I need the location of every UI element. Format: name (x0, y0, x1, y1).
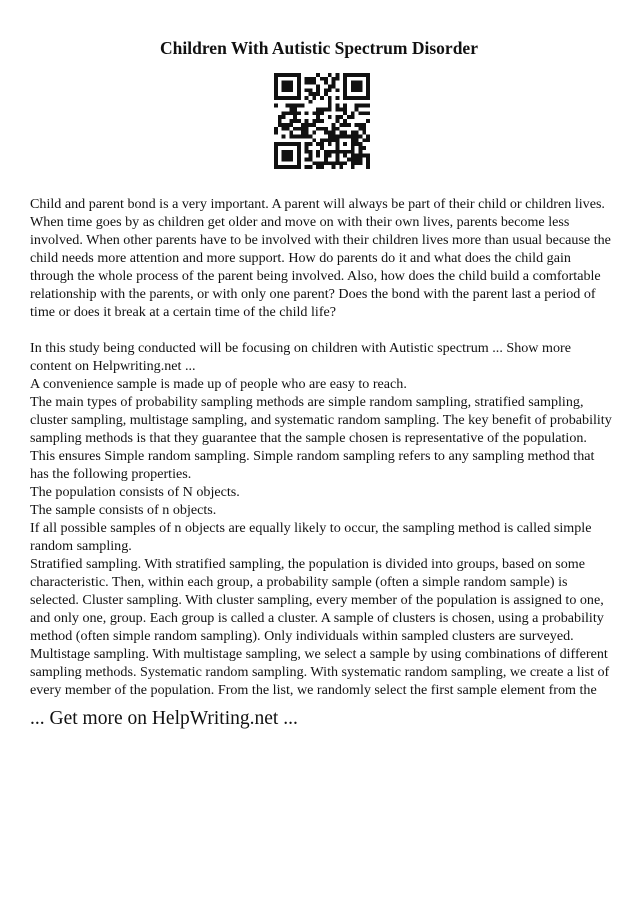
paragraph-intro: Child and parent bond is a very important. A parent will always be part of their child or children lives. When time goes by as children get older and move on with their own lives, parents become less involved. When other parents have to be involved with their children lives more than usual because the child needs more attention and more support. How do parents do it and what does the child gain through the whole process of the parent being involved. Also, how does the child build a comfortable relationship with the parents, or with only one parent? Does the bond with the parent last a period of time or does it break at a certain time of the child life? (30, 196, 611, 320)
paragraph-simple-random: If all possible samples of n objects are equally likely to occur, the sampling method is called simple random sampling. (30, 520, 592, 554)
document-title: Children With Autistic Spectrum Disorder (160, 38, 478, 58)
paragraph-population: The population consists of N objects. (30, 484, 240, 500)
paragraph-sampling-types: The main types of probability sampling methods are simple random sampling, stratified sampling, cluster sampling, multistage sampling, and systematic random sampling. The key benefit of probability sampling methods is that they guarantee that the sample chosen is representative of the population. This ensures Simple random sampling. Simple random sampling refers to any sampling method that has the following properties. (30, 394, 612, 482)
paragraph-stratified: Stratified sampling. With stratified sampling, the population is divided into groups, based on some characteristic. Then, within each group, a probability sample (often a simple random sample) is selected. Cluster sampling. With cluster sampling, every member of the population is assigned to one, and only one, group. Each group is called a cluster. A sample of clusters is chosen, using a probability method (often simple random sampling). Only individuals within sampled clusters are surveyed. Multistage sampling. With multistage sampling, we select a sample by using combinations of different sampling methods. Systematic random sampling. With systematic random sampling, we create a list of every member of the population. From the list, we randomly select the first sample element from the (30, 556, 610, 698)
qr-code-icon (274, 73, 370, 169)
get-more-link[interactable]: ... Get more on HelpWriting.net ... (30, 708, 298, 729)
document-body (30, 195, 614, 699)
paragraph-sample: The sample consists of n objects. (30, 502, 217, 518)
paragraph-convenience: A convenience sample is made up of people who are easy to reach. (30, 376, 407, 392)
paragraph-study: In this study being conducted will be focusing on children with Autistic spectrum ... Show more content on Helpwriting.net ... (30, 340, 571, 374)
